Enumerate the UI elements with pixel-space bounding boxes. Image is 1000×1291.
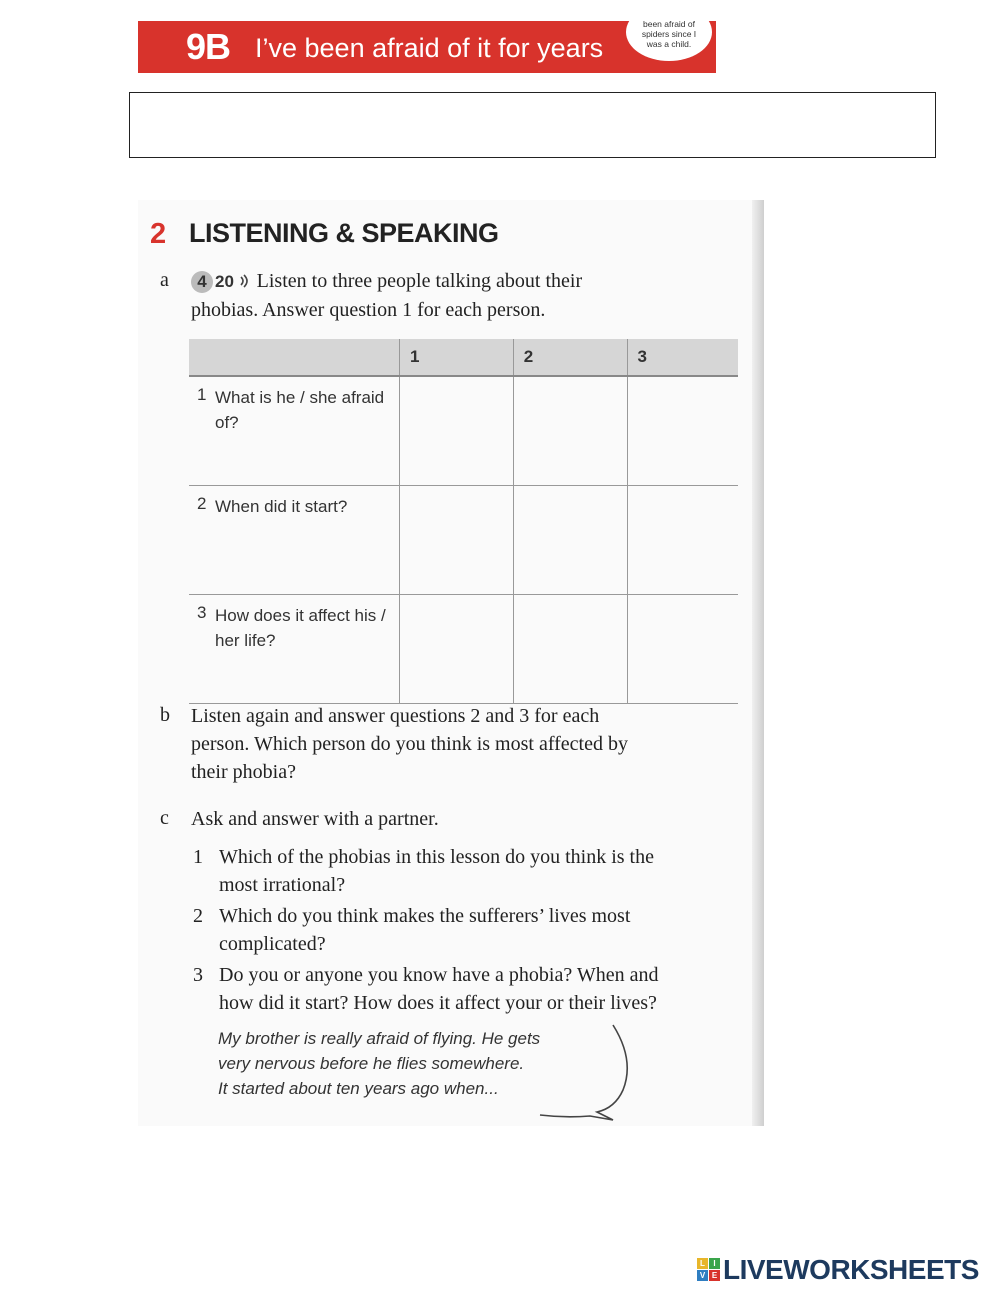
answer-cell[interactable]: [513, 486, 627, 595]
list-item-line: how did it start? How does it affect your or their lives?: [219, 992, 657, 1014]
list-item-line: complicated?: [219, 933, 326, 955]
list-item-number: 3: [193, 964, 203, 986]
lesson-code: 9B: [186, 26, 231, 67]
logo-text: LIVEWORKSHEETS: [723, 1254, 979, 1285]
table-row: [189, 376, 738, 486]
list-item-line: Which do you think makes the sufferers’ lives most: [219, 905, 631, 927]
answer-cell[interactable]: [513, 595, 627, 704]
part-b-instructions: [191, 702, 751, 786]
audio-disc-number: 4: [191, 271, 213, 293]
question-number: 3: [197, 603, 207, 622]
answer-cell[interactable]: [513, 376, 627, 486]
bubble-line: been afraid of: [643, 21, 695, 29]
table-row: [189, 595, 738, 704]
table-header-cell: 2: [513, 339, 627, 376]
list-item: [193, 902, 739, 958]
speech-bubble-tail-icon: [535, 1020, 635, 1125]
answer-cell[interactable]: [400, 376, 514, 486]
answer-cell[interactable]: [627, 595, 738, 704]
speaker-waves-icon: [239, 273, 251, 289]
part-a-line1: Listen to three people talking about their: [256, 270, 583, 292]
example-line: very nervous before he flies somewhere.: [218, 1054, 525, 1073]
question-text: When did it start?: [215, 497, 348, 516]
bubble-line: was a child.: [646, 39, 692, 49]
question-cell: [189, 595, 400, 704]
answer-cell[interactable]: [400, 486, 514, 595]
question-number: 1: [197, 385, 207, 404]
list-item: [193, 843, 739, 899]
audio-track-label: [191, 268, 251, 296]
part-b-letter: b: [160, 704, 170, 726]
phobia-table: [189, 339, 738, 704]
audio-track-number: 20: [215, 272, 234, 291]
part-b-line: Listen again and answer questions 2 and 3 for each: [191, 705, 600, 727]
example-line: My brother is really afraid of flying. He gets: [218, 1029, 541, 1048]
section-title: LISTENING & SPEAKING: [189, 218, 499, 248]
part-a-instructions: [191, 267, 741, 324]
list-item-line: Which of the phobias in this lesson do you think is the: [219, 846, 654, 868]
table-header-cell: 3: [627, 339, 738, 376]
answer-cell[interactable]: [400, 595, 514, 704]
part-c-intro: Ask and answer with a partner.: [191, 808, 439, 830]
part-a-letter: a: [160, 269, 169, 291]
part-b-line: person. Which person do you think is most affected by: [191, 733, 628, 755]
table-header-cell: [189, 339, 400, 376]
question-text: What is he / she afraid of?: [215, 388, 385, 432]
section-number: 2: [150, 218, 167, 250]
example-line: It started about ten years ago when...: [218, 1079, 499, 1098]
list-item-line: most irrational?: [219, 874, 346, 896]
list-item: [193, 961, 739, 1017]
list-item-number: 1: [193, 846, 203, 868]
question-cell: [189, 376, 400, 486]
question-text: How does it affect his / her life?: [215, 606, 386, 650]
answer-cell[interactable]: [627, 486, 738, 595]
question-cell: [189, 486, 400, 595]
answer-text-box[interactable]: [129, 92, 936, 158]
part-b-line: their phobia?: [191, 761, 296, 783]
lesson-banner: [138, 21, 716, 73]
table-header-cell: 1: [400, 339, 514, 376]
page-edge-shadow: [752, 200, 764, 1126]
bubble-line: spiders since I: [641, 29, 697, 39]
question-number: 2: [197, 494, 207, 513]
answer-cell[interactable]: [627, 376, 738, 486]
table-row: [189, 486, 738, 595]
lesson-title: I’ve been afraid of it for years: [255, 33, 604, 63]
part-a-line2: phobias. Answer question 1 for each person.: [191, 299, 546, 321]
speech-bubble: [626, 21, 712, 61]
list-item-number: 2: [193, 905, 203, 927]
table-header-row: [189, 339, 738, 376]
liveworksheets-logo-icon: L I V E: [697, 1258, 721, 1282]
list-item-line: Do you or anyone you know have a phobia? When and: [219, 964, 659, 986]
part-c-letter: c: [160, 807, 169, 829]
